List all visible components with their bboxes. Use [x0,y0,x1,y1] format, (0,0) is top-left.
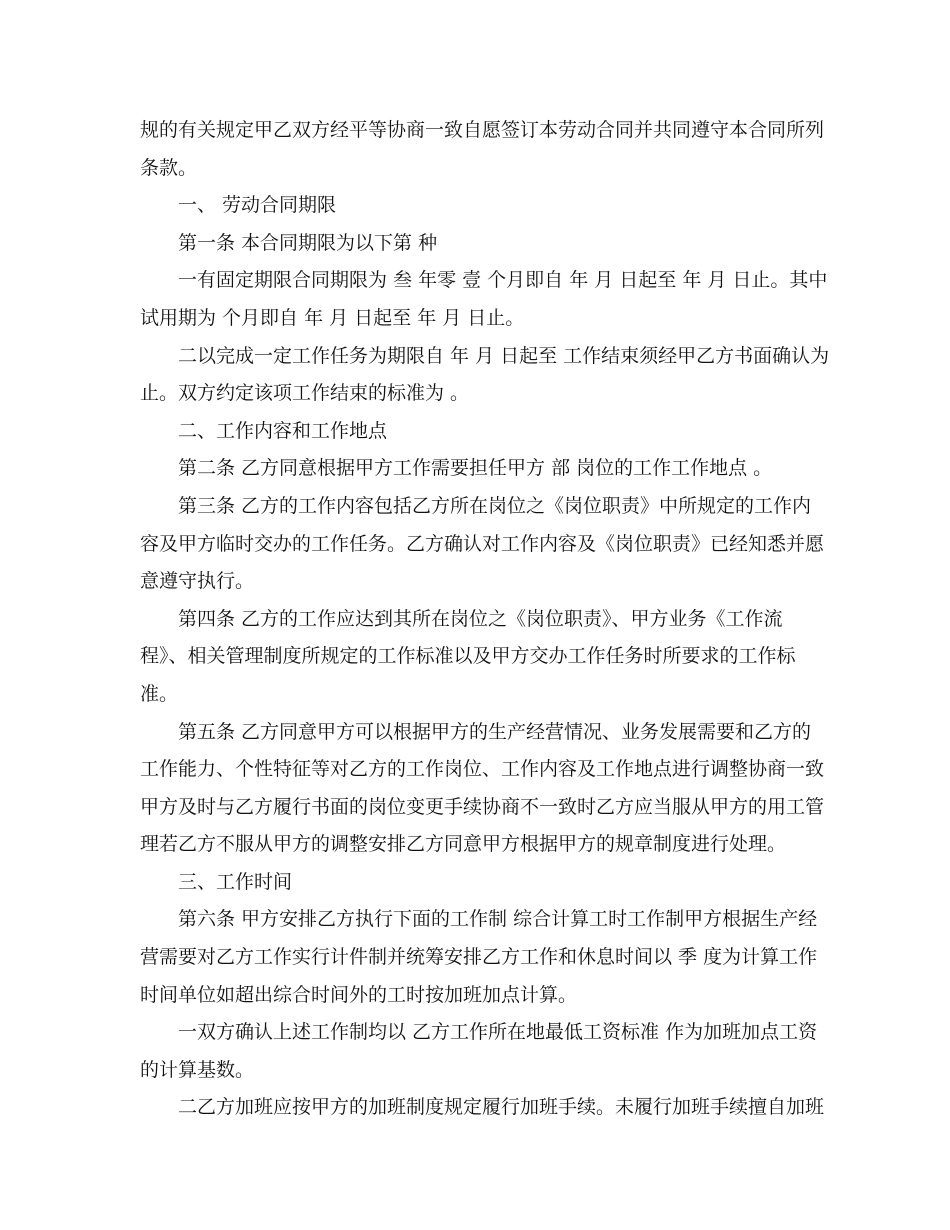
paragraph-intro-clause [140,112,825,187]
document-body [140,112,830,1127]
section-heading-work-content [140,413,816,451]
text-line: 规的有关规定甲乙双方经平等协商一致自愿签订本劳动合同并共同遵守本合同所列 [140,119,825,141]
article-1 [140,225,816,263]
paragraph-overtime-procedure [140,1089,825,1127]
text-line: 容及甲方临时交办的工作任务。乙方确认对工作内容及《岗位职责》已经知悉并愿 [140,532,825,555]
article-6 [140,901,816,1014]
paragraph-fixed-term [140,262,828,337]
text-line: 的计算基数。 [140,1058,255,1081]
text-line: 营需要对乙方工作实行计件制并统筹安排乙方工作和休息时间以 季 度为计算工作 [140,946,818,969]
text-line: 第五条 乙方同意甲方可以根据甲方的生产经营情况、业务发展需要和乙方的 [178,720,812,743]
article-5 [140,714,825,864]
text-line: 二乙方加班应按甲方的加班制度规定履行加班手续。未履行加班手续擅自加班 [178,1096,825,1119]
text-line: 甲方及时与乙方履行书面的岗位变更手续协商不一致时乙方应当服从甲方的用工管 [140,795,825,818]
text-line: 第四条 乙方的工作应达到其所在岗位之《岗位职责》、甲方业务《工作流 [178,607,783,630]
text-line: 工作能力、个性特征等对乙方的工作岗位、工作内容及工作地点进行调整协商一致 [140,758,825,781]
text-line: 第二条 乙方同意根据甲方工作需要担任甲方 部 岗位的工作工作地点 。 [178,457,773,480]
text-line: 二、工作内容和工作地点 [178,419,388,442]
section-heading-work-time [140,864,816,902]
text-line: 第一条 本合同期限为以下第 种 [178,231,438,254]
text-line: 准。 [140,682,179,705]
text-line: 程》、相关管理制度所规定的工作标准以及甲方交办工作任务时所要求的工作标 [140,645,796,668]
article-3 [140,488,825,601]
text-line: 理若乙方不服从甲方的调整安排乙方同意甲方根据甲方的规章制度进行处理。 [140,833,787,856]
text-line: 二以完成一定工作任务为期限自 年 月 日起至 工作结束须经甲乙方书面确认为 [178,344,830,367]
text-line: 第六条 甲方安排乙方执行下面的工作制 综合计算工时工作制甲方根据生产经 [178,908,818,931]
article-4 [140,601,816,714]
article-2 [140,450,816,488]
text-line: 意遵守执行。 [140,570,255,593]
paragraph-overtime-base [140,1014,816,1089]
text-line: 一双方确认上述工作制均以 乙方工作所在地最低工资标准 作为加班加点工资 [178,1021,818,1044]
text-line: 一、 劳动合同期限 [178,194,337,217]
text-line: 第三条 乙方的工作内容包括乙方所在岗位之《岗位职责》中所规定的工作内 [178,494,812,517]
paragraph-task-term [140,338,830,413]
text-line: 三、工作时间 [178,870,293,893]
section-heading-contract-term [140,187,816,225]
text-line: 止。双方约定该项工作结束的标准为 。 [140,382,470,405]
text-line: 时间单位如超出综合时间外的工时按加班加点计算。 [140,983,578,1006]
text-line: 试用期为 个月即自 年 月 日起至 年 月 日止。 [140,306,525,329]
text-line: 条款。 [140,156,198,179]
text-line: 一有固定期限合同期限为 叁 年零 壹 个月即自 年 月 日起至 年 月 日止。其中 [178,269,828,292]
